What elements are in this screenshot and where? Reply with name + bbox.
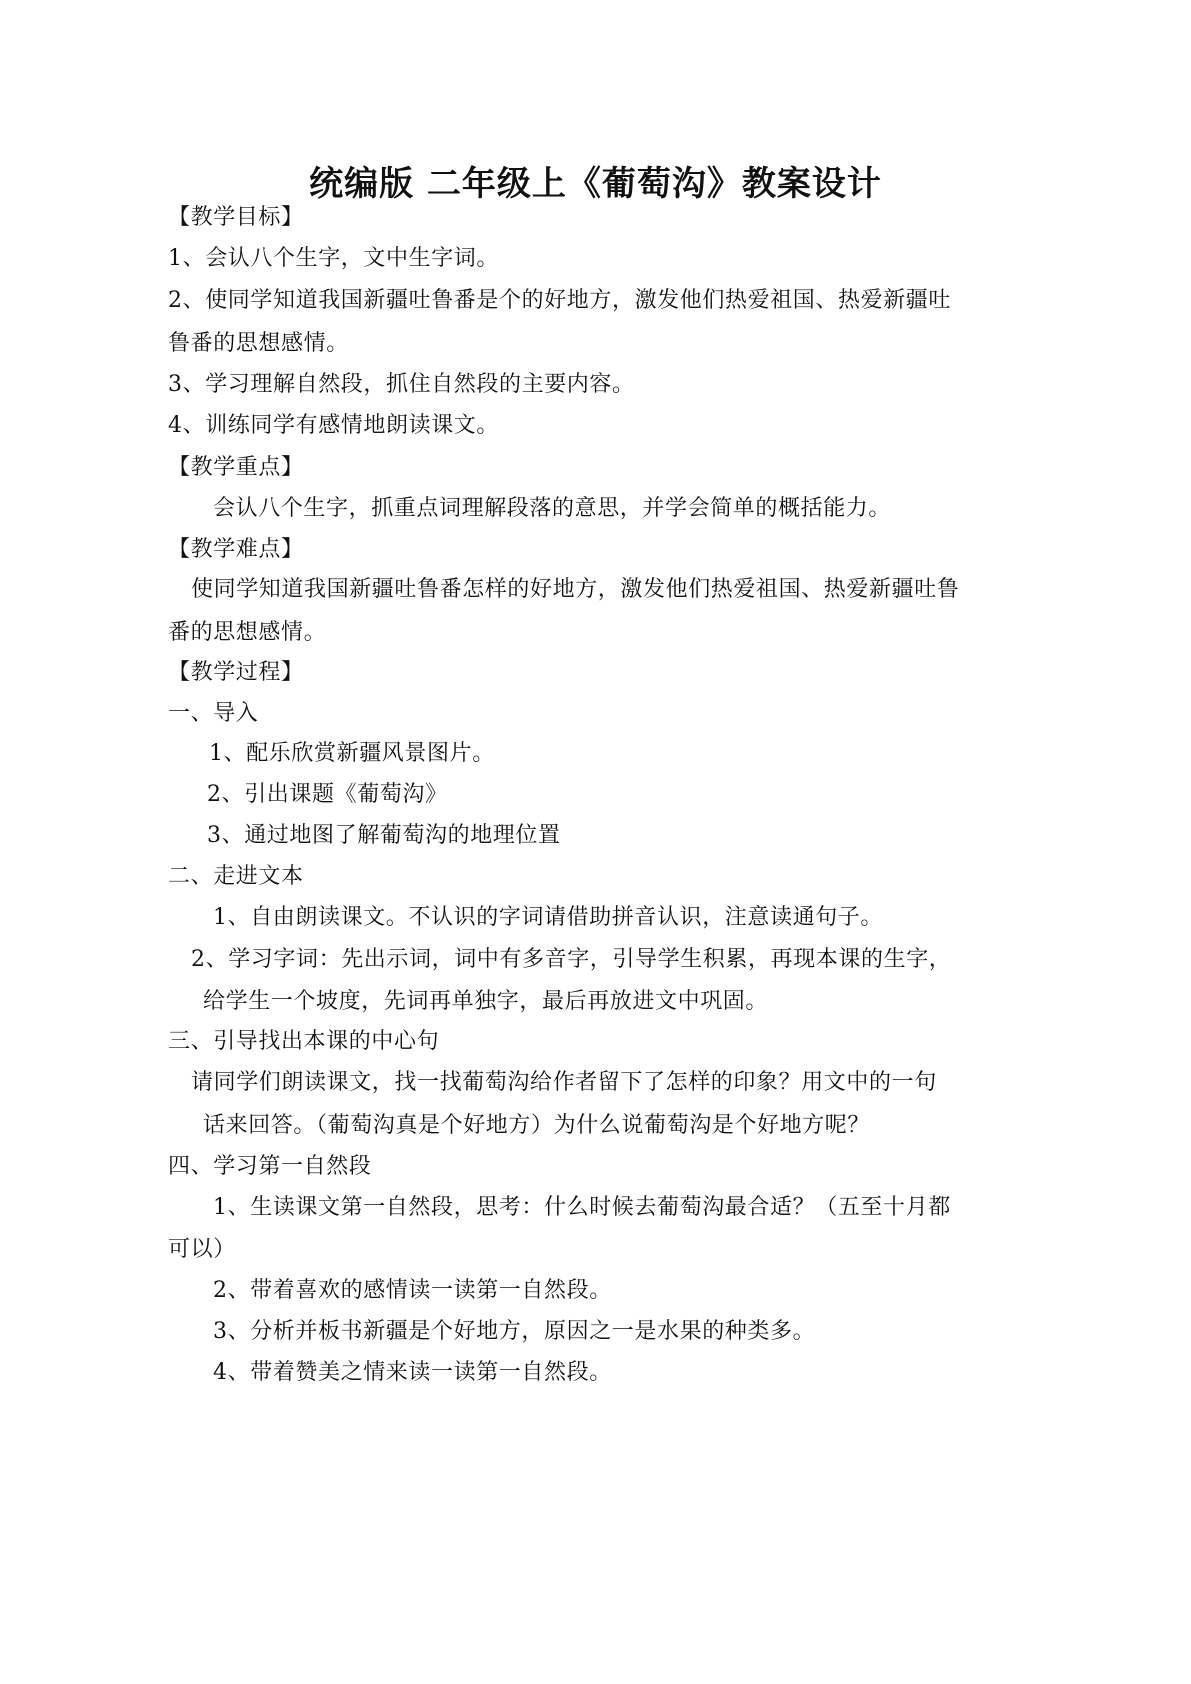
process-step: 给学生一个坡度，先词再单独字，最后再放进文中巩固。 — [203, 989, 769, 1014]
objective-line: 2、使同学知道我国新疆吐鲁番是个的好地方，激发他们热爱祖国、热爱新疆吐 — [168, 288, 951, 313]
document-title: 统编版 二年级上《葡萄沟》教案设计 — [309, 164, 882, 204]
process-step: 1、生读课文第一自然段，思考：什么时候去葡萄沟最合适？（五至十月都 — [213, 1195, 951, 1220]
objective-line: 4、训练同学有感情地朗读课文。 — [168, 413, 499, 438]
process-step: 2、带着喜欢的感情读一读第一自然段。 — [213, 1278, 612, 1303]
process-step: 1、配乐欣赏新疆风景图片。 — [209, 741, 495, 766]
process-heading: 一、导入 — [168, 701, 259, 726]
process-step: 3、通过地图了解葡萄沟的地理位置 — [207, 823, 561, 848]
process-step: 2、引出课题《葡萄沟》 — [207, 782, 448, 807]
process-heading: 四、学习第一自然段 — [168, 1154, 372, 1179]
section-heading-difficulties: 【教学难点】 — [168, 537, 304, 562]
process-step: 4、带着赞美之情来读一读第一自然段。 — [213, 1360, 612, 1385]
process-step: 2、学习字词：先出示词，词中有多音字，引导学生积累，再现本课的生字， — [191, 947, 952, 972]
objective-line: 鲁番的思想感情。 — [168, 331, 349, 356]
process-step: 话来回答。（葡萄沟真是个好地方）为什么说葡萄沟是个好地方呢？ — [203, 1113, 871, 1138]
process-heading: 三、引导找出本课的中心句 — [168, 1029, 440, 1054]
section-heading-process: 【教学过程】 — [168, 660, 304, 685]
difficulties-line: 番的思想感情。 — [168, 620, 327, 645]
difficulties-line: 使同学知道我国新疆吐鲁番怎样的好地方，激发他们热爱祖国、热爱新疆吐鲁 — [191, 577, 960, 602]
section-heading-objectives: 【教学目标】 — [168, 205, 304, 230]
process-step: 1、自由朗读课文。不认识的字词请借助拼音认识，注意读通句子。 — [213, 905, 883, 930]
process-step: 请同学们朗读课文，找一找葡萄沟给作者留下了怎样的印象？用文中的一句 — [191, 1070, 937, 1095]
objective-line: 3、学习理解自然段，抓住自然段的主要内容。 — [168, 372, 635, 397]
process-step: 可以） — [168, 1237, 236, 1262]
objective-line: 1、会认八个生字，文中生字词。 — [168, 246, 499, 271]
process-heading: 二、走进文本 — [168, 864, 304, 889]
section-heading-key-points: 【教学重点】 — [168, 455, 304, 480]
key-points-line: 会认八个生字，抓重点词理解段落的意思，并学会简单的概括能力。 — [213, 496, 892, 521]
process-step: 3、分析并板书新疆是个好地方，原因之一是水果的种类多。 — [213, 1319, 816, 1344]
